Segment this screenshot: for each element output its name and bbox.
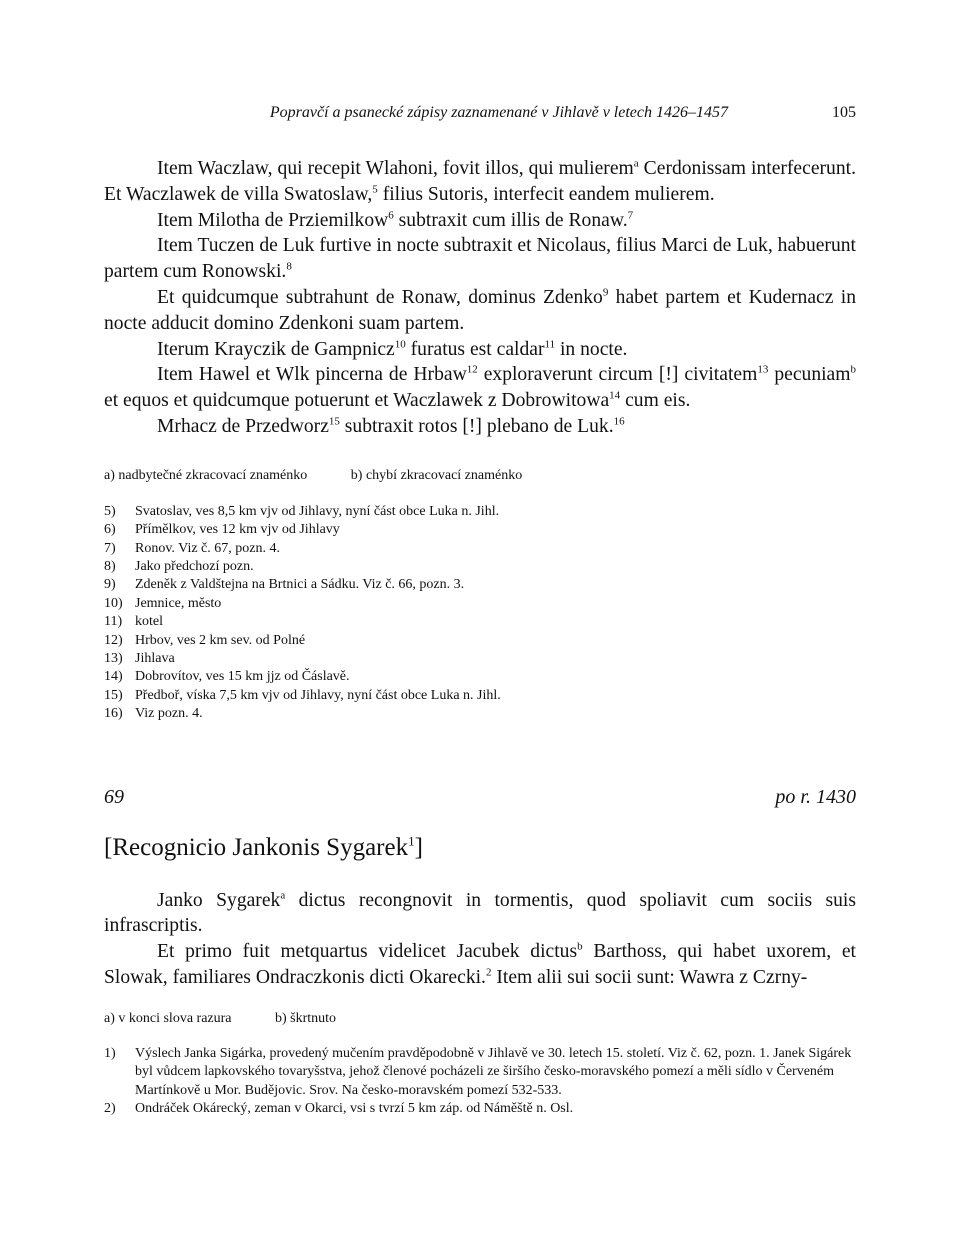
text-run: Janko Sygarek xyxy=(157,889,281,911)
body-paragraph xyxy=(104,414,856,440)
footnote-ref: 5 xyxy=(372,183,378,196)
charter-paragraph xyxy=(104,888,856,940)
text-run: Cerdonissam interfecerunt. Et Waczlawek de villa Swatoslaw, xyxy=(104,158,856,205)
footnote-text: Dobrovítov, ves 15 km jjz od Čáslavě. xyxy=(135,669,350,685)
text-run: Barthoss, qui habet uxorem, et Slowak, familiares Ondraczkonis dicti Okarecki. xyxy=(104,941,856,989)
text-run: dictus recongnovit in tormentis, quod spoliavit cum sociis suis infrascriptis. xyxy=(104,889,856,937)
page-number: 105 xyxy=(832,104,856,121)
text-run: in nocte. xyxy=(555,338,628,360)
body-paragraph xyxy=(104,156,856,208)
footnote-ref: 6 xyxy=(388,209,394,222)
footnote-ref: 10 xyxy=(394,338,406,351)
footnote xyxy=(104,1045,856,1100)
footnote-text: Zdeněk z Valdštejna na Brtnici a Sádku. Viz č. 66, pozn. 3. xyxy=(135,577,465,593)
footnote-text: Jako předchozí pozn. xyxy=(135,558,254,574)
footnote-number: 1) xyxy=(104,1045,116,1061)
apparatus-note-a: a) nadbytečné zkracovací znaménko xyxy=(104,467,308,483)
footnotes xyxy=(104,503,856,724)
footnote-ref: 15 xyxy=(328,415,340,428)
charter-title-text: [Recognicio Jankonis Sygarek xyxy=(104,833,409,861)
text-run: Item Waczlaw, qui recepit Wlahoni, fovit illos, qui mulierem xyxy=(157,158,634,179)
footnote-number: 14) xyxy=(104,669,123,685)
text-run: Item Hawel et Wlk pincerna de Hrbaw xyxy=(157,364,467,386)
footnote-ref: 14 xyxy=(609,389,621,402)
charter-title xyxy=(104,834,856,862)
text-run: pecuniam xyxy=(768,364,851,386)
critical-apparatus xyxy=(104,467,856,485)
footnote-ref: 8 xyxy=(286,260,292,273)
footnote-ref: 12 xyxy=(466,363,478,376)
charter-number: 69 xyxy=(104,785,124,808)
footnote-number: 16) xyxy=(104,706,123,722)
charter-footnotes xyxy=(104,1045,856,1119)
body-paragraph xyxy=(104,337,856,363)
footnote xyxy=(104,576,856,594)
footnote-text: Jemnice, město xyxy=(135,595,222,611)
charter-text xyxy=(104,888,856,991)
footnote xyxy=(104,650,856,668)
text-run: Item alii sui socii sunt: Wawra z Czrny- xyxy=(491,967,808,989)
footnote-text: kotel xyxy=(135,614,163,630)
footnote xyxy=(104,503,856,521)
footnote-ref: a xyxy=(280,889,286,902)
footnote-number: 12) xyxy=(104,632,123,648)
body-paragraph xyxy=(104,362,856,414)
footnote-ref: a xyxy=(633,157,639,170)
footnote-text: Předboř, víska 7,5 km vjv od Jihlavy, nyní část obce Luka n. Jihl. xyxy=(135,687,501,703)
charter-paragraph xyxy=(104,939,856,991)
footnote xyxy=(104,687,856,705)
footnote-number: 11) xyxy=(104,614,123,630)
text-run: filius Sutoris, interfecit eandem mulierem. xyxy=(377,183,715,205)
footnote xyxy=(104,613,856,631)
footnote xyxy=(104,521,856,539)
footnote-text: Výslech Janka Sigárka, provedený mučením pravděpodobně v Jihlavě ve 30. letech 15. století. Viz č. 62, pozn. 1. Janek Sigárek byl vůdcem lapkovského tovaryšstva, jehož členové pocházeli ze širšího česko-moravského pomezí a měli sídlo v Červeném Martínkově u Mor. Budějovic. Srov. Na česko-moravském pomezí 532-533. xyxy=(135,1045,852,1098)
footnote xyxy=(104,595,856,613)
running-head xyxy=(104,104,856,128)
text-run: Et quidcumque subtrahunt de Ronaw, dominus Zdenko xyxy=(157,286,603,308)
footnote-ref: 16 xyxy=(613,415,625,428)
footnote-number: 7) xyxy=(104,540,116,556)
text-run: habet partem et Kudernacz in nocte adducit domino Zdenkoni suam partem. xyxy=(104,286,856,334)
footnote xyxy=(104,668,856,686)
charter-apparatus-note-a: a) v konci slova razura xyxy=(104,1010,232,1026)
footnote-number: 10) xyxy=(104,595,123,611)
footnote xyxy=(104,705,856,723)
text-run: furatus est caldar xyxy=(405,338,545,360)
footnote-ref: 9 xyxy=(602,286,609,299)
footnote-text: Viz pozn. 4. xyxy=(135,706,203,722)
footnote-text: Svatoslav, ves 8,5 km vjv od Jihlavy, nyní část obce Luka n. Jihl. xyxy=(135,503,500,519)
footnote-number: 8) xyxy=(104,558,116,574)
text-run: Iterum Krayczik de Gampnicz xyxy=(157,338,395,360)
text-run: Mrhacz de Przedworz xyxy=(157,415,329,437)
footnote-number: 13) xyxy=(104,651,123,667)
footnote xyxy=(104,1100,856,1118)
footnote-number: 6) xyxy=(104,522,116,538)
body-paragraph xyxy=(104,285,856,337)
text-run: Et primo fuit metquartus videlicet Jacubek dictus xyxy=(157,941,578,963)
text-run: et equos et quidcumque potuerunt et Waczlawek z Dobrowitowa xyxy=(104,390,610,412)
footnote-ref: 13 xyxy=(757,363,769,376)
charter-title-footnote-ref: 1 xyxy=(408,833,415,849)
footnote-number: 5) xyxy=(104,503,116,519)
body-text xyxy=(104,156,856,440)
footnote-number: 15) xyxy=(104,687,123,703)
footnote-ref: 11 xyxy=(544,338,556,351)
body-paragraph xyxy=(104,208,856,234)
footnote xyxy=(104,632,856,650)
body-paragraph xyxy=(104,233,856,285)
footnote-ref: b xyxy=(577,940,583,953)
page xyxy=(104,104,856,1118)
text-run: Item Milotha de Prziemilkow xyxy=(157,209,389,231)
footnote-text: Ronov. Viz č. 67, pozn. 4. xyxy=(135,540,280,556)
footnote-text: Jihlava xyxy=(135,651,175,667)
footnote xyxy=(104,558,856,576)
text-run: cum eis. xyxy=(620,390,691,412)
footnote-text: Ondráček Okárecký, zeman v Okarci, vsi s tvrzí 5 km záp. od Náměště n. Osl. xyxy=(135,1101,574,1117)
charter-title-end: ] xyxy=(414,833,423,861)
text-run: exploraverunt circum [!] civitatem xyxy=(477,364,758,386)
footnote-ref: 2 xyxy=(485,966,492,979)
footnote-text: Přímělkov, ves 12 km vjv od Jihlavy xyxy=(135,522,340,538)
running-title: Popravčí a psanecké zápisy zaznamenané v Jihlavě v letech 1426–1457 xyxy=(269,104,728,121)
text-run: Item Tuczen de Luk furtive in nocte subtraxit et Nicolaus, filius Marci de Luk, habuerunt partem cum Ronowski. xyxy=(104,235,856,283)
footnote xyxy=(104,540,856,558)
footnote-text: Hrbov, ves 2 km sev. od Polné xyxy=(135,632,306,648)
charter-date: po r. 1430 xyxy=(775,785,856,808)
charter-apparatus-note-b: b) škrtnuto xyxy=(275,1010,337,1026)
text-run: subtraxit rotos [!] plebano de Luk. xyxy=(339,415,614,437)
text-run: subtraxit cum illis de Ronaw. xyxy=(393,209,628,231)
footnote-number: 9) xyxy=(104,577,116,593)
footnote-ref: 7 xyxy=(627,209,634,222)
charter-apparatus xyxy=(104,1010,856,1028)
footnote-number: 2) xyxy=(104,1101,116,1117)
footnote-ref: b xyxy=(850,363,856,376)
charter-heading xyxy=(104,786,856,814)
apparatus-note-b: b) chybí zkracovací znaménko xyxy=(350,467,523,483)
